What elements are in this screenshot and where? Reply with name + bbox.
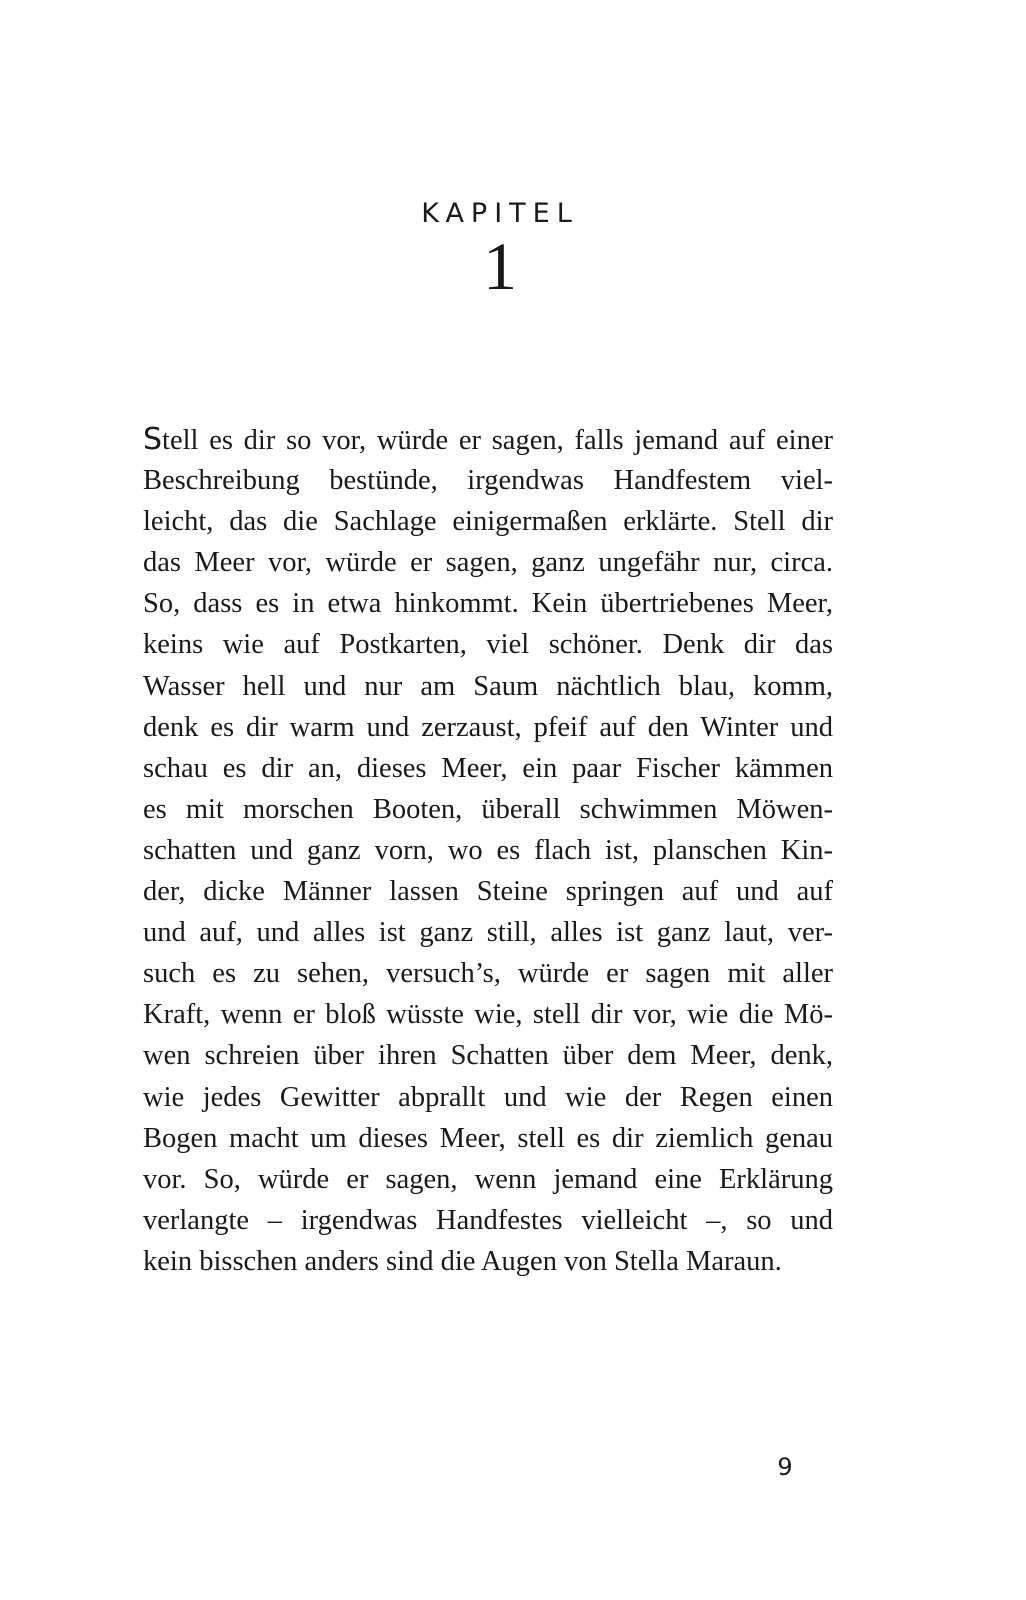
text-line: keins wie auf Postkarten, viel schöner. Denk dir das [143, 629, 833, 661]
first-line-text: tell es dir so vor, würde er sagen, falls jemand auf einer [162, 425, 833, 456]
page-number: 9 [777, 1453, 793, 1481]
text-line: wie jedes Gewitter abprallt und wie der Regen einen [143, 1081, 833, 1113]
chapter-label: KAPITEL [421, 198, 579, 229]
text-line: Bogen macht um dieses Meer, stell es dir ziemlich genau [143, 1122, 833, 1154]
text-line [143, 419, 833, 460]
text-line: vor. So, würde er sagen, wenn jemand eine Erklärung [143, 1163, 833, 1195]
text-line: und auf, und alles ist ganz still, alles ist ganz laut, ver- [143, 917, 833, 949]
drop-cap: S [143, 422, 163, 457]
text-line-last: kein bisschen anders sind die Augen von Stella Maraun. [143, 1245, 782, 1277]
text-line: Kraft, wenn er bloß wüsste wie, stell dir vor, wie die Mö- [143, 999, 833, 1031]
text-line: schau es dir an, dieses Meer, ein paar Fischer kämmen [143, 752, 833, 784]
text-line: es mit morschen Booten, überall schwimmen Möwen- [143, 793, 833, 825]
text-line: denk es dir warm und zerzaust, pfeif auf den Winter und [143, 711, 833, 743]
text-line: Wasser hell und nur am Saum nächtlich blau, komm, [143, 670, 833, 702]
text-line: der, dicke Männer lassen Steine springen auf und auf [143, 876, 833, 908]
text-line: das Meer vor, würde er sagen, ganz ungefähr nur, circa. [143, 547, 833, 579]
text-line: such es zu sehen, versuch’s, würde er sagen mit aller [143, 958, 833, 990]
text-line: wen schreien über ihren Schatten über dem Meer, denk, [143, 1040, 833, 1072]
chapter-body-text [143, 419, 833, 1282]
chapter-number: 1 [483, 228, 517, 304]
text-line: schatten und ganz vorn, wo es flach ist, planschen Kin- [143, 834, 833, 866]
text-line: leicht, das die Sachlage einigermaßen erklärte. Stell dir [143, 506, 833, 538]
text-line: So, dass es in etwa hinkommt. Kein übertriebenes Meer, [143, 588, 833, 620]
text-line: verlangte – irgendwas Handfestes vielleicht –, so und [143, 1204, 833, 1236]
text-line: Beschreibung bestünde, irgendwas Handfestem viel- [143, 465, 833, 497]
